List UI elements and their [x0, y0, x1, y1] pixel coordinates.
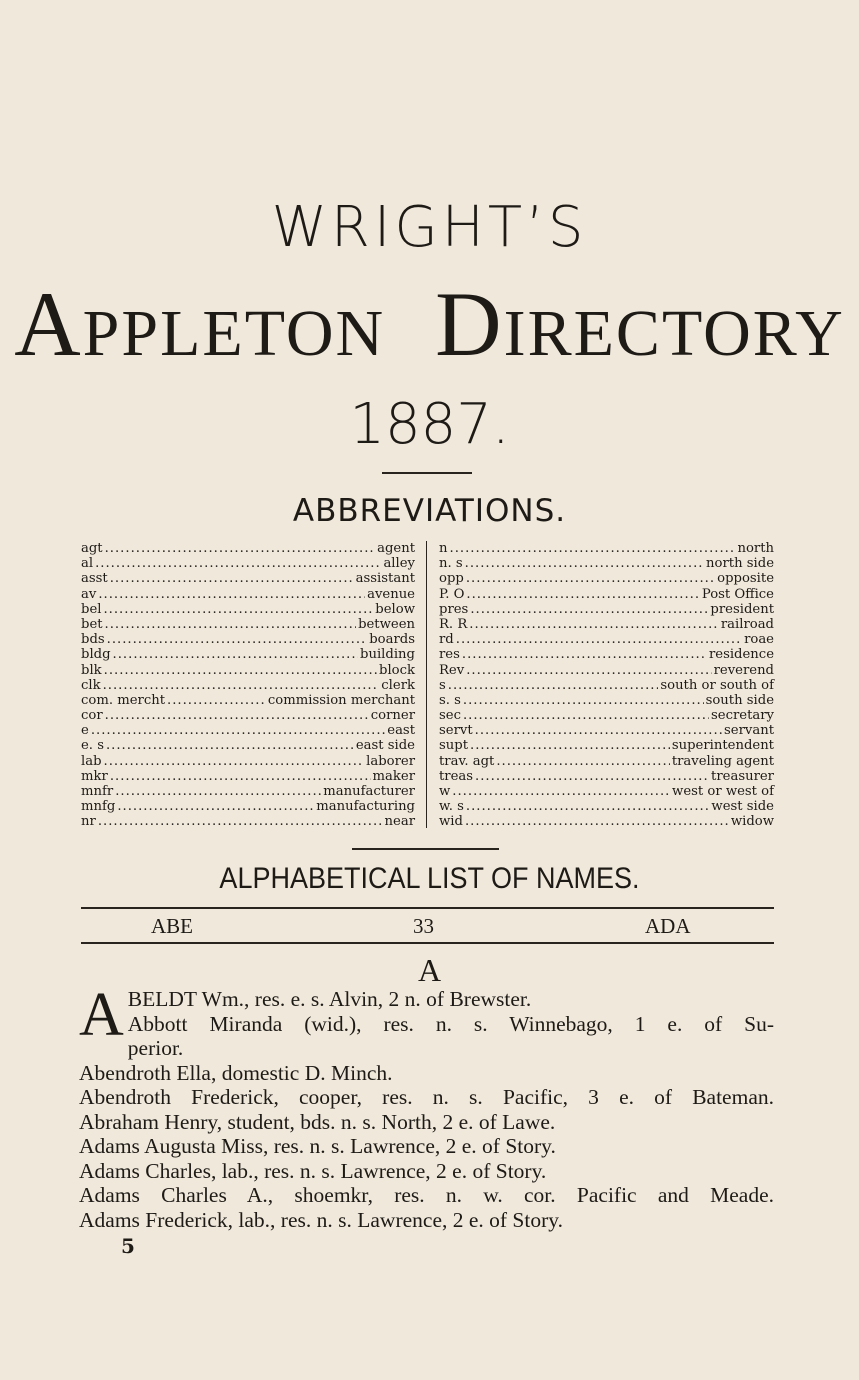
- leader-dots: [107, 632, 368, 647]
- abbreviations-right-column: [439, 541, 774, 830]
- abbreviation-term: P. O: [439, 586, 465, 602]
- leader-dots: [463, 693, 704, 708]
- abbreviation-term: lab: [81, 753, 102, 769]
- abbreviation-term: bldg: [81, 647, 111, 663]
- leader-dots: [113, 647, 358, 662]
- abbreviation-term: bet: [81, 616, 103, 632]
- abbreviation-row: [81, 587, 415, 602]
- abbreviation-meaning: servant: [724, 723, 774, 739]
- abbreviation-meaning: boards: [369, 632, 415, 648]
- running-head-right: ADA: [645, 914, 691, 938]
- abbreviation-term: mnfg: [81, 799, 116, 815]
- abbreviation-term: trav. agt: [439, 753, 495, 769]
- abbreviation-meaning: residence: [708, 647, 774, 663]
- title-word2-cap: D: [435, 273, 504, 375]
- title-divider: [382, 472, 472, 474]
- abbreviation-meaning: manufacturing: [316, 799, 415, 815]
- letter-heading: A: [417, 952, 442, 988]
- abbreviation-row: [81, 784, 415, 799]
- entry-line: Adams Frederick, lab., res. n. s. Lawrence, 2 e. of Story.: [79, 1207, 564, 1232]
- abbreviation-meaning: north side: [706, 556, 774, 572]
- leader-dots: [469, 617, 719, 632]
- abbreviations-column-divider: [426, 541, 427, 828]
- abbreviation-row: [81, 541, 415, 556]
- leader-dots: [95, 556, 381, 571]
- abbreviation-row: [439, 738, 774, 753]
- abbreviation-meaning: avenue: [367, 586, 415, 602]
- abbreviation-row: [81, 678, 415, 693]
- leader-dots: [496, 754, 669, 769]
- leader-dots: [466, 571, 715, 586]
- abbreviations-heading: ABBREVIATIONS.: [292, 493, 567, 529]
- leader-dots: [103, 602, 373, 617]
- leader-dots: [448, 678, 659, 693]
- abbreviation-meaning: superintendent: [671, 738, 774, 754]
- abbreviation-meaning: near: [384, 814, 415, 830]
- leader-dots: [104, 663, 377, 678]
- abbreviation-meaning: secretary: [711, 708, 774, 724]
- abbreviation-row: [81, 769, 415, 784]
- abbreviation-row: [439, 784, 774, 799]
- running-head-left: ABE: [151, 914, 193, 938]
- abbreviation-row: [439, 632, 774, 647]
- abbreviation-meaning: north: [737, 541, 774, 556]
- leader-dots: [105, 617, 357, 632]
- abbreviation-row: [439, 723, 774, 738]
- title-word2-rest: IRECTORY: [503, 297, 845, 370]
- abbreviation-term: rd: [439, 632, 454, 648]
- abbreviation-term: mnfr: [81, 784, 114, 799]
- abbreviation-meaning: commission merchant: [267, 692, 415, 708]
- abbreviation-row: [439, 617, 774, 632]
- abbreviation-row: [81, 799, 415, 814]
- abbreviation-meaning: reverend: [713, 662, 774, 678]
- leader-dots: [98, 587, 365, 602]
- abbreviation-meaning: laborer: [366, 753, 415, 769]
- abbreviation-meaning: opposite: [717, 571, 774, 587]
- abbreviation-term: Rev: [439, 662, 465, 678]
- abbreviation-meaning: between: [358, 616, 415, 632]
- entry-line: Abraham Henry, student, bds. n. s. North, 2 e. of Lawe.: [79, 1109, 556, 1134]
- abbreviation-row: [81, 632, 415, 647]
- abbreviation-row: [439, 556, 774, 571]
- running-head-bottom-rule: [81, 942, 774, 944]
- abbreviation-meaning: west side: [711, 799, 774, 815]
- entry-line: Adams Charles A., shoemkr, res. n. w. cor. Pacific and Meade.: [79, 1183, 774, 1207]
- abbreviation-row: [439, 708, 774, 723]
- abbreviation-row: [81, 602, 415, 617]
- abbreviation-meaning: traveling agent: [671, 753, 774, 769]
- abbreviation-row: [439, 663, 774, 678]
- running-head-page: 33: [413, 914, 434, 938]
- leader-dots: [466, 799, 710, 814]
- abbreviation-row: [439, 541, 774, 556]
- abbreviation-term: nr: [81, 814, 96, 830]
- abbreviation-meaning: clerk: [381, 677, 415, 693]
- entry-line: Adams Augusta Miss, res. n. s. Lawrence, 2 e. of Story.: [79, 1134, 556, 1158]
- leader-dots: [465, 814, 729, 829]
- abbreviation-meaning: president: [710, 601, 774, 617]
- abbreviation-term: servt: [439, 723, 473, 739]
- abbreviation-row: [439, 647, 774, 662]
- abbreviation-row: [439, 754, 774, 769]
- title-year: 1887.: [349, 392, 510, 457]
- entry-line: BELDT Wm., res. e. s. Alvin, 2 n. of Brewster.: [127, 987, 532, 1011]
- leader-dots: [465, 556, 704, 571]
- title-line-2: [0, 273, 859, 375]
- abbreviation-row: [81, 708, 415, 723]
- title-word1-cap: A: [14, 273, 83, 375]
- leader-dots: [466, 587, 699, 602]
- abbreviation-term: blk: [81, 662, 102, 678]
- drop-cap: A: [79, 981, 124, 1049]
- abbreviation-meaning: below: [375, 601, 415, 617]
- name-entries: [79, 981, 774, 1232]
- leader-dots: [450, 541, 736, 556]
- abbreviation-term: com. mercht: [81, 692, 166, 708]
- abbreviation-term: clk: [81, 677, 101, 693]
- abbreviation-row: [439, 799, 774, 814]
- names-heading: ALPHABETICAL LIST OF NAMES.: [219, 862, 640, 895]
- abbreviation-term: s: [439, 677, 446, 693]
- abbreviation-row: [439, 769, 774, 784]
- running-head-top-rule: [81, 907, 774, 909]
- leader-dots: [91, 723, 385, 738]
- abbreviation-meaning: Post Office: [701, 586, 774, 602]
- leader-dots: [463, 708, 709, 723]
- abbreviation-term: opp: [439, 571, 464, 587]
- title-line-1: WRIGHT’S: [271, 195, 588, 260]
- abbreviation-row: [439, 678, 774, 693]
- abbreviation-term: bel: [81, 601, 102, 617]
- abbreviation-term: n. s: [439, 556, 463, 572]
- abbreviation-meaning: south or south of: [660, 677, 774, 693]
- leader-dots: [105, 708, 369, 723]
- abbreviation-meaning: agent: [377, 541, 415, 556]
- entry-line: Adams Charles, lab., res. n. s. Lawrence, 2 e. of Story.: [79, 1158, 547, 1183]
- entry-line: perior.: [127, 1036, 184, 1060]
- title-word1-rest: PPLETON: [82, 297, 386, 370]
- section-divider: [352, 848, 499, 850]
- abbreviation-term: sec: [439, 708, 461, 724]
- abbreviation-row: [81, 814, 415, 829]
- folio-number: 5: [121, 1234, 135, 1258]
- leader-dots: [456, 632, 742, 647]
- abbreviation-term: cor: [81, 708, 103, 724]
- leader-dots: [452, 784, 670, 799]
- abbreviation-term: w: [439, 784, 451, 799]
- leader-dots: [98, 814, 383, 829]
- leader-dots: [470, 602, 708, 617]
- abbreviation-term: asst: [81, 571, 108, 587]
- abbreviation-meaning: west or west of: [672, 784, 774, 799]
- abbreviation-row: [81, 754, 415, 769]
- abbreviation-row: [439, 571, 774, 586]
- abbreviation-row: [439, 693, 774, 708]
- abbreviation-row: [81, 571, 415, 586]
- abbreviation-meaning: assistant: [355, 571, 415, 587]
- entry-line: Abbott Miranda (wid.), res. n. s. Winnebago, 1 e. of Su-: [127, 1011, 774, 1036]
- abbreviation-row: [439, 814, 774, 829]
- abbreviation-meaning: corner: [370, 708, 415, 724]
- abbreviation-term: res: [439, 647, 460, 663]
- leader-dots: [117, 799, 314, 814]
- abbreviation-meaning: railroad: [720, 616, 774, 632]
- abbreviation-term: e. s: [81, 738, 104, 754]
- leader-dots: [110, 769, 371, 784]
- abbreviation-term: treas: [439, 768, 474, 784]
- abbreviation-row: [81, 556, 415, 571]
- abbreviation-term: av: [81, 586, 97, 602]
- leader-dots: [105, 541, 375, 556]
- abbreviation-row: [439, 602, 774, 617]
- entry-line: Abendroth Frederick, cooper, res. n. s. Pacific, 3 e. of Bateman.: [79, 1085, 774, 1109]
- abbreviation-term: agt: [81, 541, 103, 556]
- leader-dots: [475, 769, 709, 784]
- abbreviation-term: al: [81, 556, 94, 572]
- leader-dots: [103, 678, 380, 693]
- abbreviation-meaning: east: [387, 723, 415, 739]
- abbreviation-term: mkr: [81, 768, 108, 784]
- abbreviation-meaning: block: [379, 662, 415, 678]
- abbreviation-term: R. R: [439, 616, 468, 632]
- leader-dots: [106, 738, 354, 753]
- entry-line: Abendroth Ella, domestic D. Minch.: [79, 1060, 393, 1085]
- abbreviation-row: [439, 587, 774, 602]
- abbreviation-meaning: manufacturer: [323, 784, 415, 799]
- abbreviation-meaning: building: [360, 647, 415, 663]
- abbreviation-meaning: east side: [355, 738, 415, 754]
- running-head: [81, 912, 774, 942]
- abbreviation-term: s. s: [439, 692, 461, 708]
- abbreviation-meaning: widow: [730, 814, 774, 830]
- abbreviation-row: [81, 617, 415, 632]
- abbreviation-row: [81, 693, 415, 708]
- leader-dots: [470, 738, 670, 753]
- leader-dots: [110, 571, 354, 586]
- abbreviation-term: n: [439, 541, 448, 556]
- abbreviation-meaning: roae: [744, 632, 774, 648]
- abbreviation-row: [81, 647, 415, 662]
- abbreviation-term: pres: [439, 601, 469, 617]
- abbreviation-term: wid: [439, 814, 463, 830]
- abbreviation-term: e: [81, 723, 89, 739]
- abbreviation-term: supt: [439, 738, 469, 754]
- abbreviation-meaning: treasurer: [711, 768, 774, 784]
- abbreviation-row: [81, 663, 415, 678]
- abbreviation-meaning: south side: [705, 692, 774, 708]
- abbreviation-row: [81, 738, 415, 753]
- leader-dots: [104, 754, 365, 769]
- leader-dots: [115, 784, 321, 799]
- abbreviation-meaning: alley: [383, 556, 415, 572]
- abbreviation-row: [81, 723, 415, 738]
- leader-dots: [167, 693, 266, 708]
- leader-dots: [466, 663, 711, 678]
- abbreviation-term: w. s: [439, 799, 464, 815]
- abbreviation-meaning: maker: [372, 768, 415, 784]
- abbreviations-left-column: [81, 541, 415, 830]
- abbreviation-term: bds: [81, 632, 105, 648]
- leader-dots: [475, 723, 722, 738]
- leader-dots: [462, 647, 707, 662]
